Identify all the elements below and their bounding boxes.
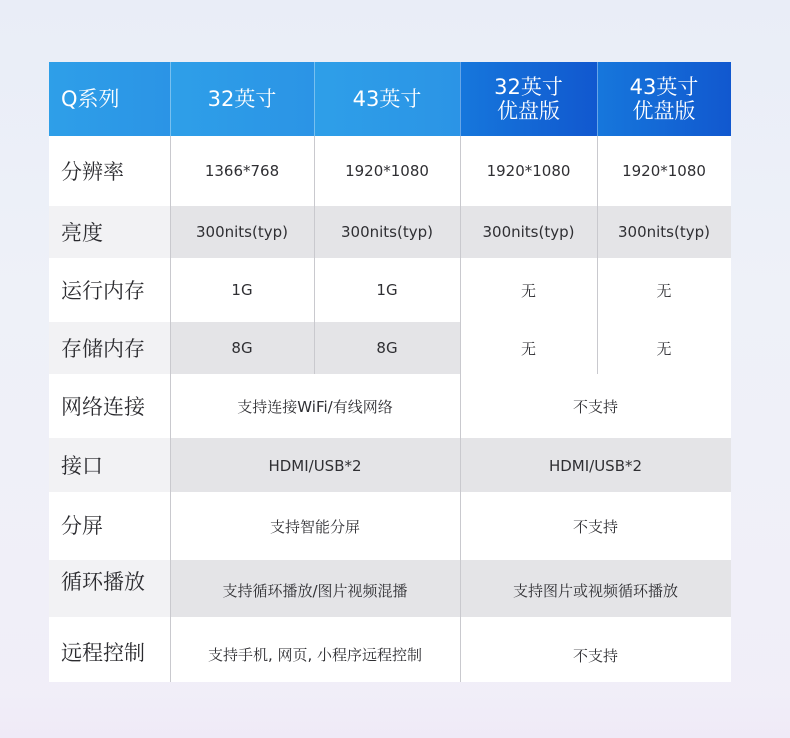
cell-loop-play-standard: 支持循环播放/图片视频混播 [170,560,460,617]
cell-interface-standard: HDMI/USB*2 [170,438,460,492]
cell-storage-43: 8G [314,322,460,374]
cell-loop-play-usb: 支持图片或视频循环播放 [460,560,731,617]
cell-brightness-32: 300nits(typ) [170,206,314,258]
cell-brightness-43-usb: 300nits(typ) [597,206,731,258]
row-label-network: 网络连接 [49,374,170,438]
header-43-inch-usb [597,62,731,136]
spec-table [49,62,731,682]
row-label-remote-control: 远程控制 [49,617,170,682]
column-divider [314,136,315,374]
cell-ram-43-usb: 无 [597,258,731,322]
row-label-loop-play: 循环播放 [49,560,170,617]
cell-network-usb: 不支持 [460,374,731,438]
header-32-inch-usb [460,62,597,136]
cell-resolution-43-usb: 1920*1080 [597,136,731,206]
header-32-inch: 32英寸 [170,62,314,136]
row-label-ram: 运行内存 [49,258,170,322]
cell-brightness-32-usb: 300nits(typ) [460,206,597,258]
header-divider [597,62,598,136]
header-43-inch-usb-line2: 优盘版 [632,99,696,123]
row-label-brightness: 亮度 [49,206,170,258]
header-divider [314,62,315,136]
cell-remote-control-usb: 不支持 [460,617,731,682]
header-series: Q系列 [49,62,170,136]
cell-remote-control-standard: 支持手机, 网页, 小程序远程控制 [170,617,460,682]
cell-interface-usb: HDMI/USB*2 [460,438,731,492]
column-divider [170,136,171,682]
cell-brightness-43: 300nits(typ) [314,206,460,258]
cell-ram-43: 1G [314,258,460,322]
header-43-inch: 43英寸 [314,62,460,136]
cell-split-screen-standard: 支持智能分屏 [170,492,460,560]
header-43-inch-usb-line1: 43英寸 [629,75,699,99]
cell-ram-32: 1G [170,258,314,322]
column-divider [597,136,598,374]
header-32-inch-usb-line2: 优盘版 [497,99,560,123]
cell-resolution-43: 1920*1080 [314,136,460,206]
header-divider [170,62,171,136]
row-label-storage: 存储内存 [49,322,170,374]
cell-resolution-32-usb: 1920*1080 [460,136,597,206]
row-label-resolution: 分辨率 [49,136,170,206]
row-label-interface: 接口 [49,438,170,492]
background-strip [0,690,790,738]
header-divider [460,62,461,136]
header-32-inch-usb-line1: 32英寸 [494,75,563,99]
row-label-split-screen: 分屏 [49,492,170,560]
cell-split-screen-usb: 不支持 [460,492,731,560]
column-divider [460,136,461,682]
cell-resolution-32: 1366*768 [170,136,314,206]
cell-storage-43-usb: 无 [597,322,731,374]
cell-storage-32-usb: 无 [460,322,597,374]
cell-network-standard: 支持连接WiFi/有线网络 [170,374,460,438]
cell-ram-32-usb: 无 [460,258,597,322]
cell-storage-32: 8G [170,322,314,374]
